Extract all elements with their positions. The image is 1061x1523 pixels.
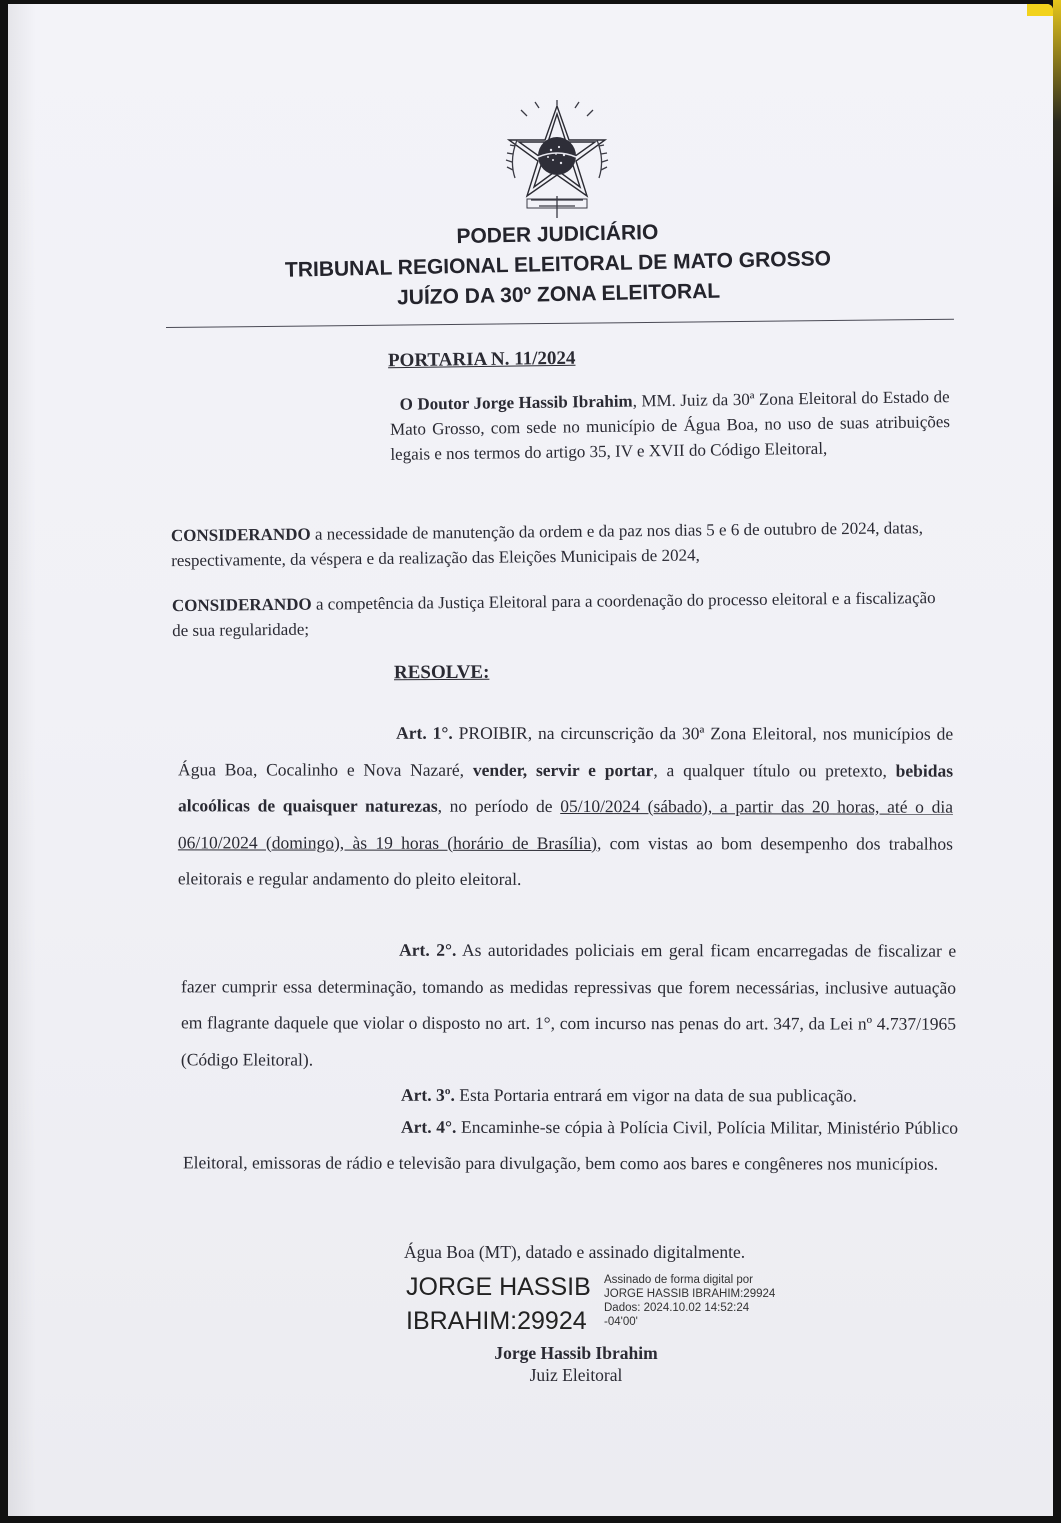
article-text: , a qualquer título ou pretexto, — [653, 759, 896, 781]
signature-name-line-1: JORGE HASSIB — [406, 1273, 591, 1301]
document-header — [207, 213, 909, 318]
header-line-1: PODER JUDICIÁRIO — [456, 220, 659, 249]
yellow-tab — [1027, 4, 1053, 16]
signature-place-date: Água Boa (MT), datado e assinado digitalmente. — [404, 1242, 746, 1262]
judge-role: Juiz Eleitoral — [529, 1365, 623, 1385]
judge-name-intro: O Doutor Jorge Hassib Ibrahim — [399, 391, 633, 414]
article-text: , com vistas ao bom desempenho dos trabalhos eleitorais e regular andamento do pleito eleitoral. — [177, 832, 953, 889]
article-text: Esta Portaria entrará em vigor na data de sua publicação. — [454, 1084, 857, 1106]
article-emphasis: vender, servir e portar — [472, 759, 654, 780]
header-divider — [166, 319, 954, 328]
page-shadow — [8, 4, 36, 1516]
considerando-2 — [172, 585, 952, 643]
article-3 — [183, 1076, 958, 1114]
background-edge — [1053, 0, 1061, 1523]
intro-text: , MM. Juiz da 30ª Zona Eleitoral do Estado de Mato Grosso, com sede no município de Água Boa, no uso de suas atribuições legais e nos termos do artigo 35, IV e XVII do Código Eleitoral, — [389, 387, 951, 464]
considerando-label: CONSIDERANDO — [170, 524, 311, 546]
digital-signature-name — [406, 1270, 591, 1338]
article-text: , no período de — [437, 795, 561, 816]
article-label: Art. 3º. — [400, 1084, 455, 1105]
article-emphasis: bebidas alcoólicas de quaisquer naturezas — [177, 760, 954, 816]
signature-detail-line: Dados: 2024.10.02 14:52:24 — [604, 1302, 750, 1314]
article-label: Art. 4°. — [401, 1116, 457, 1137]
judge-name: Jorge Hassib Ibrahim — [494, 1343, 658, 1363]
header-line-2: TRIBUNAL REGIONAL ELEITORAL DE MATO GROSSO — [284, 247, 832, 282]
signature-detail-line: JORGE HASSIB IBRAHIM:29924 — [604, 1288, 776, 1300]
signature-name-line-2: IBRAHIM:29924 — [406, 1307, 587, 1335]
considerando-label: CONSIDERANDO — [171, 594, 312, 616]
article-text: As autoridades policiais em geral ficam encarregadas de fiscalizar e fazer cumprir essa determinação, tomando as medidas repressivas que forem necessárias, inclusive autuação em flagrante daquele que violar o disposto no art. 1°, com incurso nas penas do art. 347, da Lei nº 4.737/1965 (Código Eleitoral). — [180, 939, 957, 1070]
considerando-text: a competência da Justiça Eleitoral para a coordenação do processo eleitoral e a fiscalização de sua regularidade; — [172, 588, 936, 641]
article-label: Art. 2°. — [399, 939, 457, 960]
signature-detail-line: Assinado de forma digital por — [604, 1274, 753, 1286]
coat-of-arms-icon — [501, 100, 613, 222]
article-text: PROIBIR, na circunscrição da 30ª Zona Eleitoral, nos municípios de Água Boa, Cocalinho e Nova Nazaré, — [178, 722, 954, 780]
article-text: Encaminhe-se cópia à Polícia Civil, Polícia Militar, Ministério Público Eleitoral, emissoras de rádio e televisão para divulgação, bem como aos bares e congêneres nos municípios. — [182, 1116, 959, 1174]
article-label: Art. 1°. — [396, 722, 453, 743]
intro-paragraph — [390, 384, 951, 467]
document-title: PORTARIA N. 11/2024 — [387, 347, 576, 372]
header-line-3: JUÍZO DA 30º ZONA ELEITORAL — [396, 279, 721, 310]
article-2 — [181, 931, 956, 1078]
signature-detail-line: -04'00' — [604, 1316, 638, 1328]
judge-identification — [466, 1342, 686, 1386]
signature-block — [404, 1242, 824, 1385]
document-page — [8, 4, 1053, 1516]
article-1 — [178, 714, 953, 898]
article-4 — [183, 1109, 958, 1181]
digital-signature-details — [604, 1273, 804, 1329]
considerando-text: a necessidade de manutenção da ordem e da paz nos dias 5 e 6 de outubro de 2024, datas, respectivamente, da véspera e da realização das Eleições Municipais de 2024, — [171, 518, 924, 571]
resolve-heading: RESOLVE: — [393, 661, 490, 684]
article-period-underlined: 05/10/2024 (sábado), a partir das 20 horas, até o dia 06/10/2024 (domingo), às 19 horas (horário de Brasília) — [177, 795, 954, 853]
considerando-1 — [171, 515, 951, 573]
